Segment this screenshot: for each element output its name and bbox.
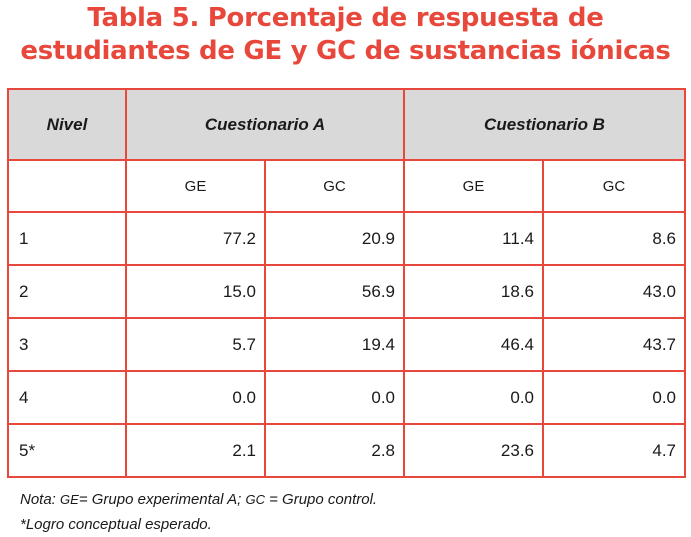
cell-b-ge: 46.4: [404, 318, 543, 371]
cell-nivel: 5*: [8, 424, 126, 477]
cell-a-gc: 2.8: [265, 424, 404, 477]
table-row: [8, 265, 685, 318]
subheader-a-ge: GE: [126, 160, 265, 212]
table-row: [8, 212, 685, 265]
cell-a-gc: 56.9: [265, 265, 404, 318]
cell-a-ge: 15.0: [126, 265, 265, 318]
cell-b-gc: 4.7: [543, 424, 685, 477]
cell-a-ge: 2.1: [126, 424, 265, 477]
gc-definition: = Grupo control.: [264, 491, 378, 508]
header-row: [8, 89, 685, 160]
cell-a-ge: 0.0: [126, 371, 265, 424]
abbreviation-note: [20, 487, 377, 512]
header-nivel: Nivel: [8, 89, 126, 160]
cell-nivel: 3: [8, 318, 126, 371]
cell-nivel: 1: [8, 212, 126, 265]
cell-nivel: 4: [8, 371, 126, 424]
cell-b-ge: 18.6: [404, 265, 543, 318]
header-cuestionario-b: Cuestionario B: [404, 89, 685, 160]
title-line-1: Tabla 5. Porcentaje de respuesta de: [87, 3, 604, 33]
table-title: [0, 2, 691, 68]
subheader-b-ge: GE: [404, 160, 543, 212]
table-row: [8, 371, 685, 424]
cell-a-ge: 77.2: [126, 212, 265, 265]
cell-b-ge: 23.6: [404, 424, 543, 477]
results-table: [7, 88, 686, 478]
cell-b-gc: 43.0: [543, 265, 685, 318]
cell-a-gc: 20.9: [265, 212, 404, 265]
cell-a-ge: 5.7: [126, 318, 265, 371]
cell-nivel: 2: [8, 265, 126, 318]
cell-b-gc: 0.0: [543, 371, 685, 424]
cell-b-gc: 8.6: [543, 212, 685, 265]
title-line-2: estudiantes de GE y GC de sustancias iónicas: [20, 36, 671, 66]
cell-b-ge: 11.4: [404, 212, 543, 265]
table-row: [8, 424, 685, 477]
cell-a-gc: 19.4: [265, 318, 404, 371]
table-row: [8, 318, 685, 371]
cell-b-ge: 0.0: [404, 371, 543, 424]
ge-definition: = Grupo experimental A;: [78, 491, 246, 508]
subheader-b-gc: GC: [543, 160, 685, 212]
subheader-a-gc: GC: [265, 160, 404, 212]
cell-a-gc: 0.0: [265, 371, 404, 424]
header-cuestionario-a: Cuestionario A: [126, 89, 404, 160]
subheader-empty: [8, 160, 126, 212]
subheader-row: [8, 160, 685, 212]
gc-abbreviation: GC: [245, 492, 265, 507]
cell-b-gc: 43.7: [543, 318, 685, 371]
table-notes: [20, 487, 377, 537]
ge-abbreviation: GE: [60, 492, 79, 507]
note-prefix: Nota:: [20, 491, 61, 508]
footnote-logro: *Logro conceptual esperado.: [20, 516, 212, 533]
